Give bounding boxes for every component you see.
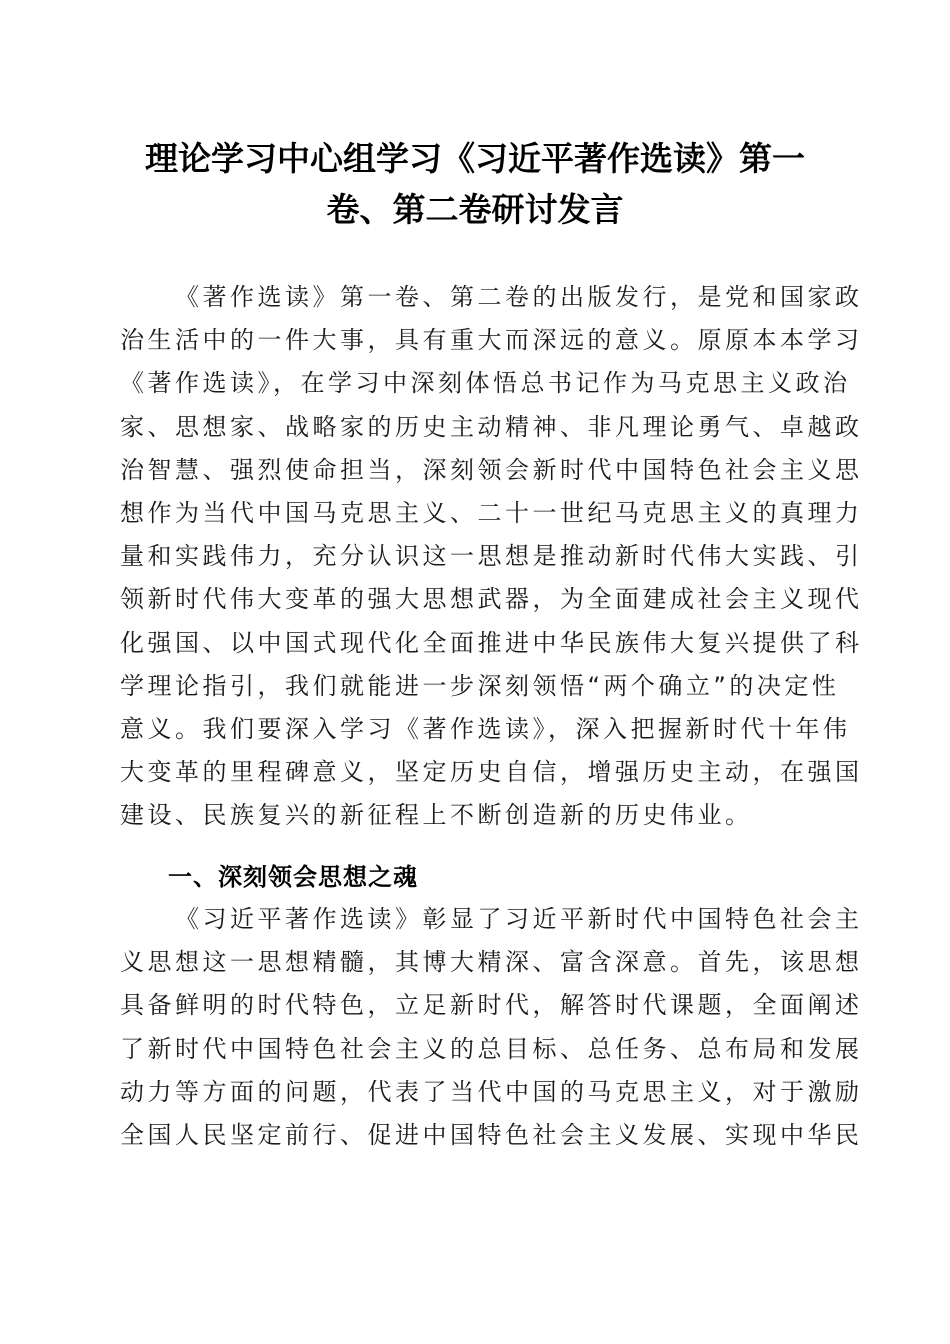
paragraph-line: 大变革的里程碑意义，坚定历史自信，增强历史主动，在强国 (120, 758, 863, 787)
paragraph-line: 化强国、以中国式现代化全面推进中华民族伟大复兴提供了科 (120, 628, 863, 657)
paragraph-line: 量和实践伟力，充分认识这一思想是推动新时代伟大实践、引 (120, 542, 863, 571)
paragraph-section1 (120, 898, 863, 1157)
paragraph-line: 建设、民族复兴的新征程上不断创造新的历史伟业。 (120, 801, 753, 830)
paragraph-line: 义思想这一思想精髓，其博大精深、富含深意。首先，该思想 (120, 948, 863, 977)
paragraph-line: 《习近平著作选读》彰显了习近平新时代中国特色社会主 (175, 905, 863, 933)
paragraph-line: 治生活中的一件大事，具有重大而深远的意义。原原本本学习 (120, 326, 863, 355)
paragraph-intro (120, 276, 863, 837)
paragraph-line: 治智慧、强烈使命担当，深刻领会新时代中国特色社会主义思 (120, 455, 863, 484)
paragraph-line: 家、思想家、战略家的历史主动精神、非凡理论勇气、卓越政 (120, 412, 863, 441)
document-title (120, 133, 830, 235)
paragraph-line: 了新时代中国特色社会主义的总目标、总任务、总布局和发展 (120, 1034, 863, 1063)
paragraph-line: 学理论指引，我们就能进一步深刻领悟“两个确立”的决定性 (120, 671, 840, 700)
paragraph-line: 想作为当代中国马克思主义、二十一世纪马克思主义的真理力 (120, 498, 863, 527)
paragraph-line: 《著作选读》第一卷、第二卷的出版发行，是党和国家政 (175, 283, 863, 311)
paragraph-line: 意义。我们要深入学习《著作选读》，深入把握新时代十年伟 (120, 714, 851, 743)
paragraph-line: 《著作选读》，在学习中深刻体悟总书记作为马克思主义政治 (120, 369, 851, 398)
paragraph-line: 动力等方面的问题，代表了当代中国的马克思主义，对于激励 (120, 1077, 863, 1106)
title-line: 卷、第二卷研讨发言 (326, 190, 624, 229)
paragraph-line: 领新时代伟大变革的强大思想武器，为全面建成社会主义现代 (120, 585, 863, 614)
title-line: 理论学习中心组学习《习近平著作选读》第一 (145, 139, 805, 178)
paragraph-line: 具备鲜明的时代特色，立足新时代，解答时代课题，全面阐述 (120, 991, 863, 1020)
section-heading: 一、深刻领会思想之魂 (168, 863, 418, 891)
paragraph-line: 全国人民坚定前行、促进中国特色社会主义发展、实现中华民 (120, 1120, 863, 1149)
